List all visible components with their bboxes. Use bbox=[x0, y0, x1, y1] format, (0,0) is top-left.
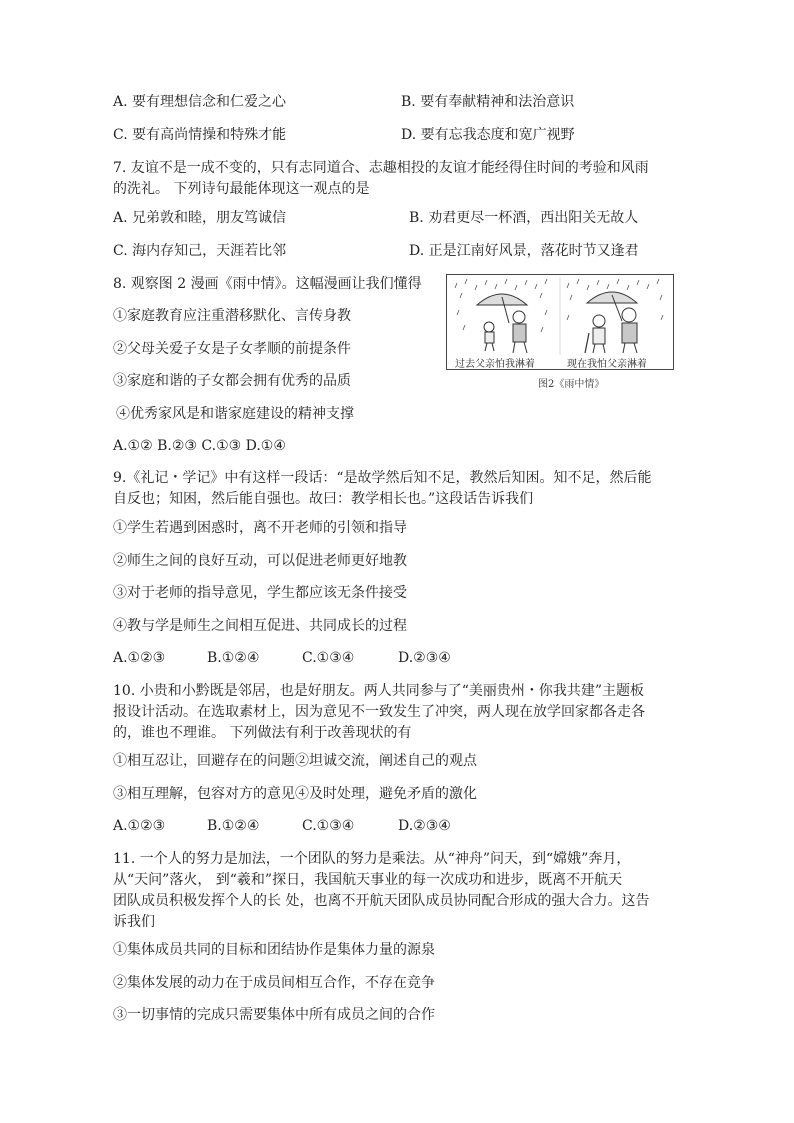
cartoon-left-caption: 过去父亲怕我淋着 bbox=[455, 359, 535, 370]
q10-stem-line-1: 10. 小贵和小黔既是邻居，也是好朋友。两人共同参与了“美丽贵州・你我共建”主题板 bbox=[113, 683, 645, 699]
q8-statement-2: ②父母关爱子女是子女孝顺的前提条件 bbox=[113, 341, 351, 357]
q7-option-a: A. 兄弟敦和睦，朋友笃诚信 bbox=[113, 210, 287, 226]
cartoon-right-caption: 现在我怕父亲淋着 bbox=[567, 359, 647, 370]
q8-statement-4: ④优秀家风是和谐家庭建设的精神支撑 bbox=[116, 406, 354, 422]
q10-option-b: B.①②④ bbox=[207, 818, 260, 834]
q10-stem-line-3: 的，谁也不理谁。 下列做法有利于改善现状的有 bbox=[113, 725, 412, 741]
q9-statement-3: ③对于老师的指导意见，学生都应该无条件接受 bbox=[113, 585, 407, 601]
q10-statements-3-4: ③相互理解，包容对方的意见④及时处理，避免矛盾的激化 bbox=[113, 786, 477, 802]
q11-stem-line-2: 从“天问”落火， 到“羲和”探日，我国航天事业的每一次成功和进步，既离不开航天 bbox=[113, 872, 623, 888]
q11-stem-line-4: 诉我们 bbox=[113, 914, 155, 930]
q8-statement-3: ③家庭和谐的子女都会拥有优秀的品质 bbox=[113, 373, 351, 389]
q7-option-d: D. 正是江南好风景，落花时节又逢君 bbox=[409, 243, 639, 259]
q11-statement-2: ②集体发展的动力在于成员间相互合作，不存在竞争 bbox=[113, 975, 435, 991]
q9-option-c: C.①③④ bbox=[302, 650, 355, 666]
q10-stem-line-2: 报设计活动。在选取素材上，因为意见不一致发生了冲突，两人现在放学回家都各走各 bbox=[113, 704, 645, 720]
q10-statements-1-2: ①相互忍让，回避存在的问题②坦诚交流，阐述自己的观点 bbox=[113, 753, 477, 769]
q9-statement-1: ①学生若遇到困惑时，离不开老师的引领和指导 bbox=[113, 520, 407, 536]
q6-option-d: D. 要有忘我态度和宽广视野 bbox=[401, 127, 575, 143]
q11-stem-line-3: 团队成员积极发挥个人的长 处，也离不开航天团队成员协同配合形成的强大合力。这告 bbox=[113, 893, 650, 909]
q10-option-a: A.①②③ bbox=[113, 818, 166, 834]
q6-option-c: C. 要有高尚情操和特殊才能 bbox=[113, 127, 287, 143]
q9-option-a: A.①②③ bbox=[113, 650, 166, 666]
q10-option-d: D.②③④ bbox=[398, 818, 451, 834]
q9-statement-2: ②师生之间的良好互动，可以促进老师更好地教 bbox=[113, 553, 407, 569]
q9-stem-line-2: 自反也；知困，然后能自强也。故曰：教学相长也。”这段话告诉我们 bbox=[113, 491, 534, 507]
rain-cartoon-figure bbox=[446, 274, 674, 370]
q10-option-c: C.①③④ bbox=[302, 818, 355, 834]
q8-stem: 8. 观察图 2 漫画《雨中情》。这幅漫画让我们懂得 bbox=[113, 276, 422, 292]
q7-option-c: C. 海内存知己，天涯若比邻 bbox=[113, 243, 287, 259]
q9-option-d: D.②③④ bbox=[398, 650, 451, 666]
q9-statement-4: ④教与学是师生之间相互促进、共同成长的过程 bbox=[113, 618, 407, 634]
q6-option-a: A. 要有理想信念和仁爱之心 bbox=[113, 94, 287, 110]
q6-option-b: B. 要有奉献精神和法治意识 bbox=[401, 94, 575, 110]
q11-statement-3: ③一切事情的完成只需要集体中所有成员之间的合作 bbox=[113, 1007, 435, 1023]
q9-stem-line-1: 9.《礼记・学记》中有这样一段话：“是故学然后知不足，教然后知困。知不足，然后能 bbox=[113, 470, 652, 486]
q7-stem-line-2: 的洗礼。 下列诗句最能体现这一观点的是 bbox=[113, 181, 370, 197]
q9-option-b: B.①②④ bbox=[207, 650, 260, 666]
q11-stem-line-1: 11. 一个人的努力是加法，一个团队的努力是乘法。从“神舟”问天，到“嫦娥”奔月， bbox=[113, 851, 631, 867]
q11-statement-1: ①集体成员共同的目标和团结协作是集体力量的源泉 bbox=[113, 942, 435, 958]
q8-options: A.①② B.②③ C.①③ D.①④ bbox=[113, 438, 286, 454]
q8-statement-1: ①家庭教育应注重潜移默化、言传身教 bbox=[113, 308, 351, 324]
q7-option-b: B. 劝君更尽一杯酒，西出阳关无故人 bbox=[409, 210, 639, 226]
q7-stem-line-1: 7. 友谊不是一成不变的，只有志同道合、志趣相投的友谊才能经得住时间的考验和风雨 bbox=[113, 160, 649, 176]
figure-caption: 图2《雨中情》 bbox=[538, 379, 605, 390]
